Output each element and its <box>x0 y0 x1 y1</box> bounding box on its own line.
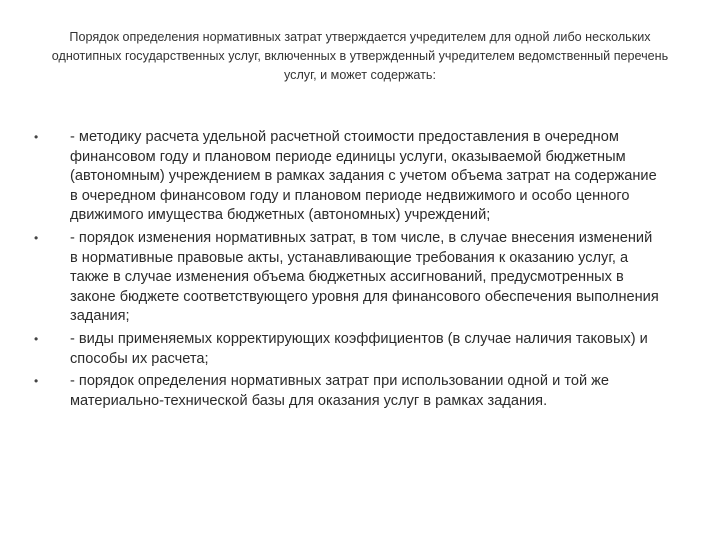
bullet-text: - порядок изменения нормативных затрат, в том числе, в случае внесения изменений в нормативные правовые акты, устанавливающие требования к оказанию услуг, а также в случае изменения объема бюджетных ассигнований, предусмотренных в законе бюджете соответствующего уровня для финансового обеспечения выполнения задания; <box>70 229 659 325</box>
bullet-text: - порядок определения нормативных затрат при использовании одной и той же материально-технической базы для оказания услуг в рамках задания. <box>70 373 610 409</box>
bullet-icon: • <box>34 130 39 144</box>
slide-title: Порядок определения нормативных затрат утверждается учредителем для одной либо нескольких однотипных государственных услуг, включенных в утвержденный учредителем ведомственный перечень услуг, и может содержать: <box>51 30 669 82</box>
bullet-icon: • <box>34 331 39 346</box>
bullet-item-1 <box>32 128 662 226</box>
bullet-icon: • <box>34 230 39 245</box>
bullet-icon: • <box>34 374 39 389</box>
bullet-text: - виды применяемых корректирующих коэффициентов (в случае наличия таковых) и способы их расчета; <box>70 330 648 367</box>
bullet-item-2 <box>32 229 662 327</box>
bullet-item-4 <box>32 372 662 411</box>
bullet-text: - методику расчета удельной расчетной стоимости предоставления в очередном финансовом году и плановом периоде единицы услуги, оказываемой бюджетным (автономным) учреждением в рамках задания с учетом объема затрат на содержание в очередном финансовом году и плановом периоде недвижимого и особо ценного движимого имущества бюджетных (автономных) учреждений; <box>70 129 657 224</box>
bullet-item-3 <box>32 330 662 369</box>
bullet-list <box>32 128 662 414</box>
